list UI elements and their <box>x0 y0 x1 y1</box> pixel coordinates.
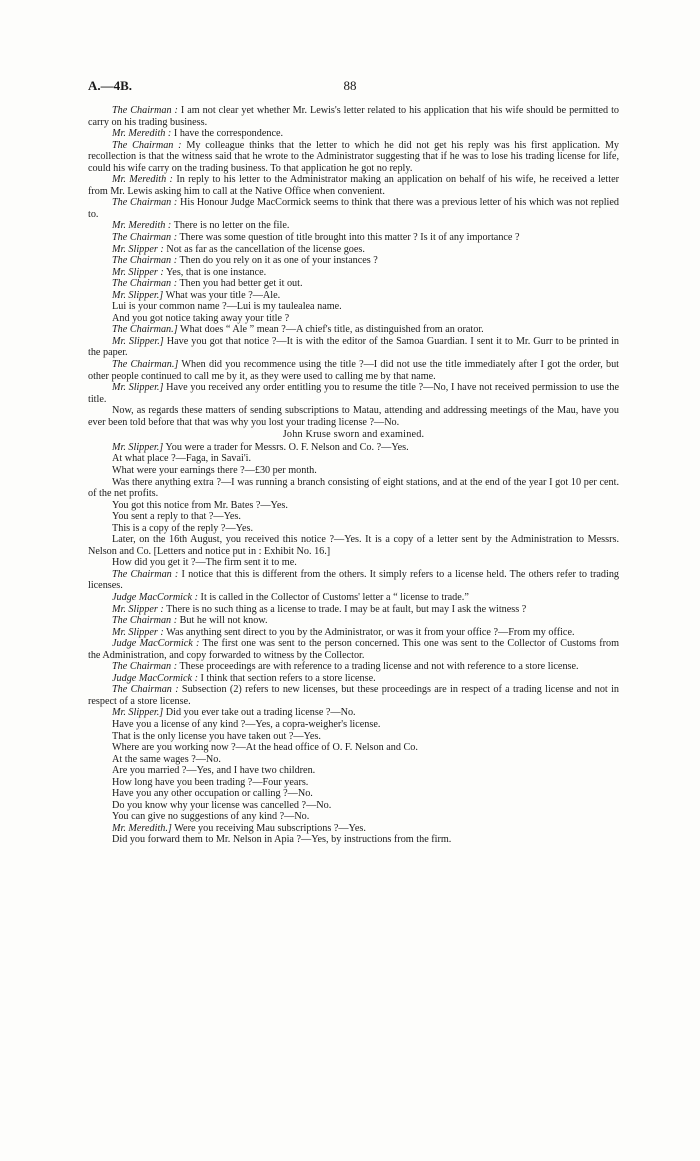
transcript-paragraph <box>88 278 619 290</box>
transcript-paragraph <box>88 834 619 846</box>
speaker-label: Mr. Meredith : <box>112 174 173 186</box>
speaker-label: The Chairman : <box>112 105 178 116</box>
paragraph-text: There was some question of title brought into this matter ? Is it of any importance ? <box>177 232 520 244</box>
paragraph-text: Did you ever take out a trading license ?—No. <box>163 707 356 719</box>
speaker-label: The Chairman : <box>112 615 178 627</box>
document-reference: A.—4B. <box>88 78 133 93</box>
transcript-paragraph <box>88 788 619 800</box>
speaker-label: Mr. Slipper.] <box>112 382 164 394</box>
transcript-paragraph <box>88 465 619 477</box>
page-header <box>88 78 612 94</box>
transcript-paragraph <box>88 382 619 405</box>
speaker-label: Mr. Slipper : <box>112 266 164 278</box>
transcript-paragraph <box>88 290 619 302</box>
transcript-paragraph <box>88 811 619 823</box>
paragraph-text: Lui is your common name ?—Lui is my taulealea name. <box>112 301 342 313</box>
speaker-label: The Chairman.] <box>112 324 178 336</box>
paragraph-text: This is a copy of the reply ?—Yes. <box>112 522 254 534</box>
speaker-label: Mr. Meredith : <box>112 128 172 140</box>
paragraph-text: I think that section refers to a store license. <box>198 672 376 684</box>
transcript-paragraph <box>88 719 619 731</box>
transcript-paragraph <box>88 128 619 140</box>
paragraph-text: Did you forward them to Mr. Nelson in Apia ?—Yes, by instructions from the firm. <box>112 834 452 846</box>
paragraph-text: In reply to his letter to the Administrator making an application on behalf of his wife, he received a letter from Mr. Lewis asking him to call at the Native Office when convenient. <box>88 174 619 197</box>
transcript-paragraph <box>88 405 619 428</box>
paragraph-text: I notice that this is different from the others. It simply refers to a license held. The others refer to trading licenses. <box>88 568 620 592</box>
transcript-paragraph <box>88 301 619 313</box>
transcript-paragraph <box>88 754 619 766</box>
speaker-label: The Chairman.] <box>112 359 179 371</box>
transcript-paragraph <box>88 267 619 279</box>
paragraph-text: I am not clear yet whether Mr. Lewis's letter related to his application that his wife should be permitted to carry on his trading business. <box>88 105 620 128</box>
speaker-label: Judge MacCormick : <box>112 591 198 603</box>
transcript-paragraph <box>88 684 619 707</box>
transcript-paragraph <box>88 742 619 754</box>
paragraph-text: How did you get it ?—The firm sent it to me. <box>112 557 297 569</box>
paragraph-text: There is no letter on the file. <box>171 220 290 232</box>
paragraph-text: At what place ?—Faga, in Savai'i. <box>112 453 252 465</box>
speaker-label: The Chairman : <box>112 278 178 290</box>
transcript-paragraph <box>88 255 619 267</box>
paragraph-text: Not as far as the cancellation of the license goes. <box>163 243 365 255</box>
speaker-label: Judge MacCormick : <box>112 638 200 650</box>
speaker-label: The Chairman : <box>112 255 178 267</box>
speaker-label: Mr. Meredith : <box>112 220 172 232</box>
transcript-paragraph <box>88 477 619 500</box>
transcript-paragraph <box>88 592 619 604</box>
transcript-paragraph <box>88 336 619 359</box>
paragraph-text: At the same wages ?—No. <box>112 753 221 765</box>
speaker-label: Mr. Slipper : <box>112 626 164 638</box>
paragraph-text: What does “ Ale ” mean ?—A chief's title, as distinguished from an orator. <box>177 324 484 336</box>
transcript-paragraph <box>88 777 619 789</box>
speaker-label: Mr. Slipper.] <box>112 441 164 453</box>
paragraph-text: Then you had better get it out. <box>177 278 303 290</box>
paragraph-text: Later, on the 16th August, you received this notice ?—Yes. It is a copy of a letter sent by the Administration to Messrs. Nelson and Co. [Letters and notice put in : Exhibit No. 16.] <box>88 534 619 557</box>
paragraph-text: It is called in the Collector of Customs' letter a “ license to trade.” <box>198 591 469 603</box>
transcript-paragraph <box>88 638 619 661</box>
paragraph-text: These proceedings are with reference to a trading license and not with reference to a store license. <box>177 661 579 673</box>
speaker-label: Mr. Slipper.] <box>112 335 164 347</box>
paragraph-text: But he will not know. <box>177 615 268 627</box>
paragraph-text: When did you recommence using the title ?—I did not use the title immediately after I got the order, but other people continued to call me by it, as they were used to calling me by that name. <box>88 359 619 382</box>
paragraph-text: Have you any other occupation or calling ?—No. <box>112 788 313 800</box>
transcript-paragraph <box>88 453 619 465</box>
transcript-paragraph <box>88 197 619 220</box>
paragraph-text: Do you know why your license was cancelled ?—No. <box>112 799 332 811</box>
speaker-label: Mr. Slipper.] <box>112 707 164 719</box>
transcript-paragraph <box>88 800 619 812</box>
transcript-paragraph <box>88 569 619 592</box>
paragraph-text: Have you a license of any kind ?—Yes, a copra-weigher's license. <box>112 718 381 730</box>
speaker-label: Mr. Slipper : <box>112 603 164 615</box>
transcript-paragraph <box>88 220 619 232</box>
transcript-paragraph <box>88 615 619 627</box>
speaker-label: The Chairman : <box>112 661 178 673</box>
paragraph-text: You got this notice from Mr. Bates ?—Yes. <box>112 499 288 511</box>
paragraph-text: Where are you working now ?—At the head office of O. F. Nelson and Co. <box>112 742 418 754</box>
transcript-paragraph <box>88 442 619 454</box>
paragraph-text: I have the correspondence. <box>171 128 284 140</box>
transcript-paragraph <box>88 324 619 336</box>
transcript-paragraph <box>88 500 619 512</box>
transcript-paragraph <box>88 731 619 743</box>
speaker-label: The Chairman : <box>112 684 179 696</box>
transcript-paragraph <box>88 673 619 685</box>
speaker-label: The Chairman : <box>112 197 178 209</box>
paragraph-text: You sent a reply to that ?—Yes. <box>112 511 241 523</box>
transcript-paragraph <box>88 359 619 382</box>
paragraph-text: Was there anything extra ?—I was running a branch consisting of eight stations, and at the end of the year I got 10 per cent. of the net profits. <box>88 476 619 500</box>
transcript-paragraph <box>88 232 619 244</box>
paragraph-text: The first one was sent to the person concerned. This one was sent to the Collector of Customs from the Administration, and copy forwarded to witness by the Collector. <box>88 638 619 661</box>
paragraph-text: What were your earnings there ?—£30 per month. <box>112 464 317 476</box>
paragraph-text: Now, as regards these matters of sending subscriptions to Matau, attending and addressing meetings of the Mau, have you ever been told before that that was why you lost your trading license ?—No. <box>88 405 619 428</box>
paragraph-text: There is no such thing as a license to trade. I may be at fault, but may I ask the witness ? <box>163 603 527 615</box>
paragraph-text: That is the only license you have taken out ?—Yes. <box>112 730 321 742</box>
document-body <box>88 105 619 846</box>
transcript-paragraph <box>88 823 619 835</box>
transcript-paragraph <box>88 105 619 128</box>
transcript-paragraph <box>88 707 619 719</box>
paragraph-text: What was your title ?—Ale. <box>163 289 281 301</box>
speaker-label: The Chairman : <box>112 139 182 151</box>
paragraph-text: Subsection (2) refers to new licenses, but these proceedings are in respect of a trading license and not in respect of a store license. <box>88 684 619 707</box>
transcript-paragraph <box>88 627 619 639</box>
paragraph-text: Was anything sent direct to you by the Administrator, or was it from your office ?—From my office. <box>163 626 575 638</box>
speaker-label: Mr. Meredith.] <box>112 822 172 834</box>
paragraph-text: Have you received any order entitling you to resume the title ?—No, I have not received permission to use the title. <box>88 382 619 405</box>
paragraph-text: His Honour Judge MacCormick seems to think that there was a previous letter of his which was not replied to. <box>88 197 620 220</box>
paragraph-text: Yes, that is one instance. <box>163 266 267 278</box>
paragraph-text: My colleague thinks that the letter to which he did not get his reply was his first application. My recollection is that the witness said that he wrote to the Administrator suggesting that if he was to lose his trading license for life, could his wife carry on the trading business. To that application he got no reply. <box>88 139 619 174</box>
transcript-paragraph <box>88 604 619 616</box>
paragraph-text: And you got notice taking away your title ? <box>112 312 290 324</box>
page-number: 88 <box>343 78 357 93</box>
transcript-paragraph <box>88 140 619 175</box>
paragraph-text: Are you married ?—Yes, and I have two children. <box>112 765 316 777</box>
paragraph-text: You were a trader for Messrs. O. F. Nelson and Co. ?—Yes. <box>163 441 409 453</box>
paragraph-text: You can give no suggestions of any kind ?—No. <box>112 811 310 823</box>
paragraph-text: Have you got that notice ?—It is with the editor of the Samoa Guardian. I sent it to Mr. Gurr to be printed in the paper. <box>88 335 619 359</box>
witness-heading: John Kruse sworn and examined. <box>282 429 425 441</box>
speaker-label: Mr. Slipper : <box>112 243 164 255</box>
transcript-paragraph <box>88 534 619 557</box>
transcript-paragraph <box>88 174 619 197</box>
speaker-label: The Chairman : <box>112 568 179 580</box>
paragraph-text: Were you receiving Mau subscriptions ?—Yes. <box>171 822 366 834</box>
paragraph-text: How long have you been trading ?—Four years. <box>112 776 309 788</box>
transcript-paragraph <box>88 557 619 569</box>
transcript-paragraph <box>88 244 619 256</box>
speaker-label: Judge MacCormick : <box>112 672 198 684</box>
transcript-paragraph <box>88 765 619 777</box>
speaker-label: The Chairman : <box>112 232 178 244</box>
transcript-paragraph <box>88 313 619 325</box>
transcript-paragraph <box>88 523 619 535</box>
speaker-label: Mr. Slipper.] <box>112 289 164 301</box>
transcript-paragraph <box>88 661 619 673</box>
paragraph-text: Then do you rely on it as one of your instances ? <box>177 255 378 267</box>
transcript-paragraph <box>88 511 619 523</box>
